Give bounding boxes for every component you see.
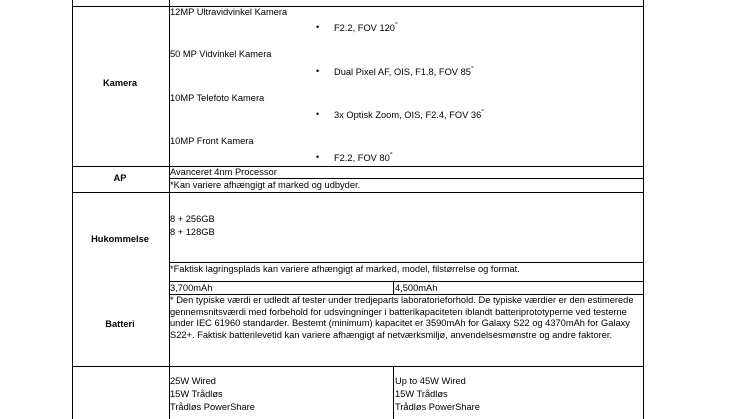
charging-left-item: 15W Trådløs	[170, 389, 223, 399]
column-divider	[169, 0, 170, 419]
battery-capacity-left: 3,700mAh	[170, 283, 213, 293]
ap-processor: Avanceret 4nm Processor	[170, 167, 277, 177]
row-divider	[72, 192, 644, 193]
charging-left-item: Trådløs PowerShare	[170, 402, 255, 412]
row-divider	[72, 366, 644, 367]
camera-lens-name: 50 MP Vidvinkel Kamera	[170, 49, 272, 59]
memory-label: Hukommelse	[91, 234, 149, 244]
battery-note: * Den typiske værdi er udledt af tester under tredjeparts laboratorieforhold. De typiske værdier er den estimerede gennemsnitsværdi med forbehold for udsvingninger i batterikapaciteten iblandt batteriprototyperne ved testerne under IEC 61960 standarder. Bestemt (minimum) kapacitet er 3590mAh for Galaxy S22 og 4370mAh for Galaxy S22+. Faktisk batterilevetid kan variere afhængigt af netværksmiljø, anvendelsesmønstre og andre faktorer.	[170, 295, 634, 340]
camera-lens-spec: F2.2, FOV 120°	[334, 22, 398, 33]
bullet: •	[316, 66, 320, 76]
bullet: •	[316, 22, 320, 32]
memory-option: 8 + 256GB	[170, 214, 215, 224]
bullet: •	[316, 152, 320, 162]
memory-note: *Faktisk lagringsplads kan variere afhængigt af marked, model, filstørrelse og format.	[170, 264, 520, 274]
memory-option: 8 + 128GB	[170, 227, 215, 237]
charging-right-item: 15W Trådløs	[395, 389, 448, 399]
row-divider	[72, 6, 644, 7]
charging-left-item: 25W Wired	[170, 376, 216, 386]
camera-lens-spec: F2.2, FOV 80°	[334, 152, 393, 163]
battery-capacity-right: 4,500mAh	[395, 283, 438, 293]
bullet: •	[316, 109, 320, 119]
camera-label: Kamera	[102, 78, 138, 88]
row-divider	[72, 166, 644, 167]
battery-label: Batteri	[105, 319, 135, 329]
column-divider	[72, 0, 73, 419]
camera-lens-spec: Dual Pixel AF, OIS, F1.8, FOV 85°	[334, 66, 474, 77]
charging-right-item: Trådløs PowerShare	[395, 402, 480, 412]
ap-label: AP	[113, 173, 127, 183]
camera-lens-name: 10MP Telefoto Kamera	[170, 93, 265, 103]
column-divider	[643, 0, 644, 419]
column-divider	[393, 281, 394, 295]
column-divider	[393, 366, 394, 419]
ap-note: *Kan variere afhængigt af marked og udbyder.	[170, 180, 361, 190]
camera-lens-spec: 3x Optisk Zoom, OIS, F2.4, FOV 36°	[334, 109, 485, 120]
charging-right-item: Up to 45W Wired	[395, 376, 466, 386]
camera-lens-name: 12MP Ultravidvinkel Kamera	[170, 7, 288, 17]
camera-lens-name: 10MP Front Kamera	[170, 136, 254, 146]
